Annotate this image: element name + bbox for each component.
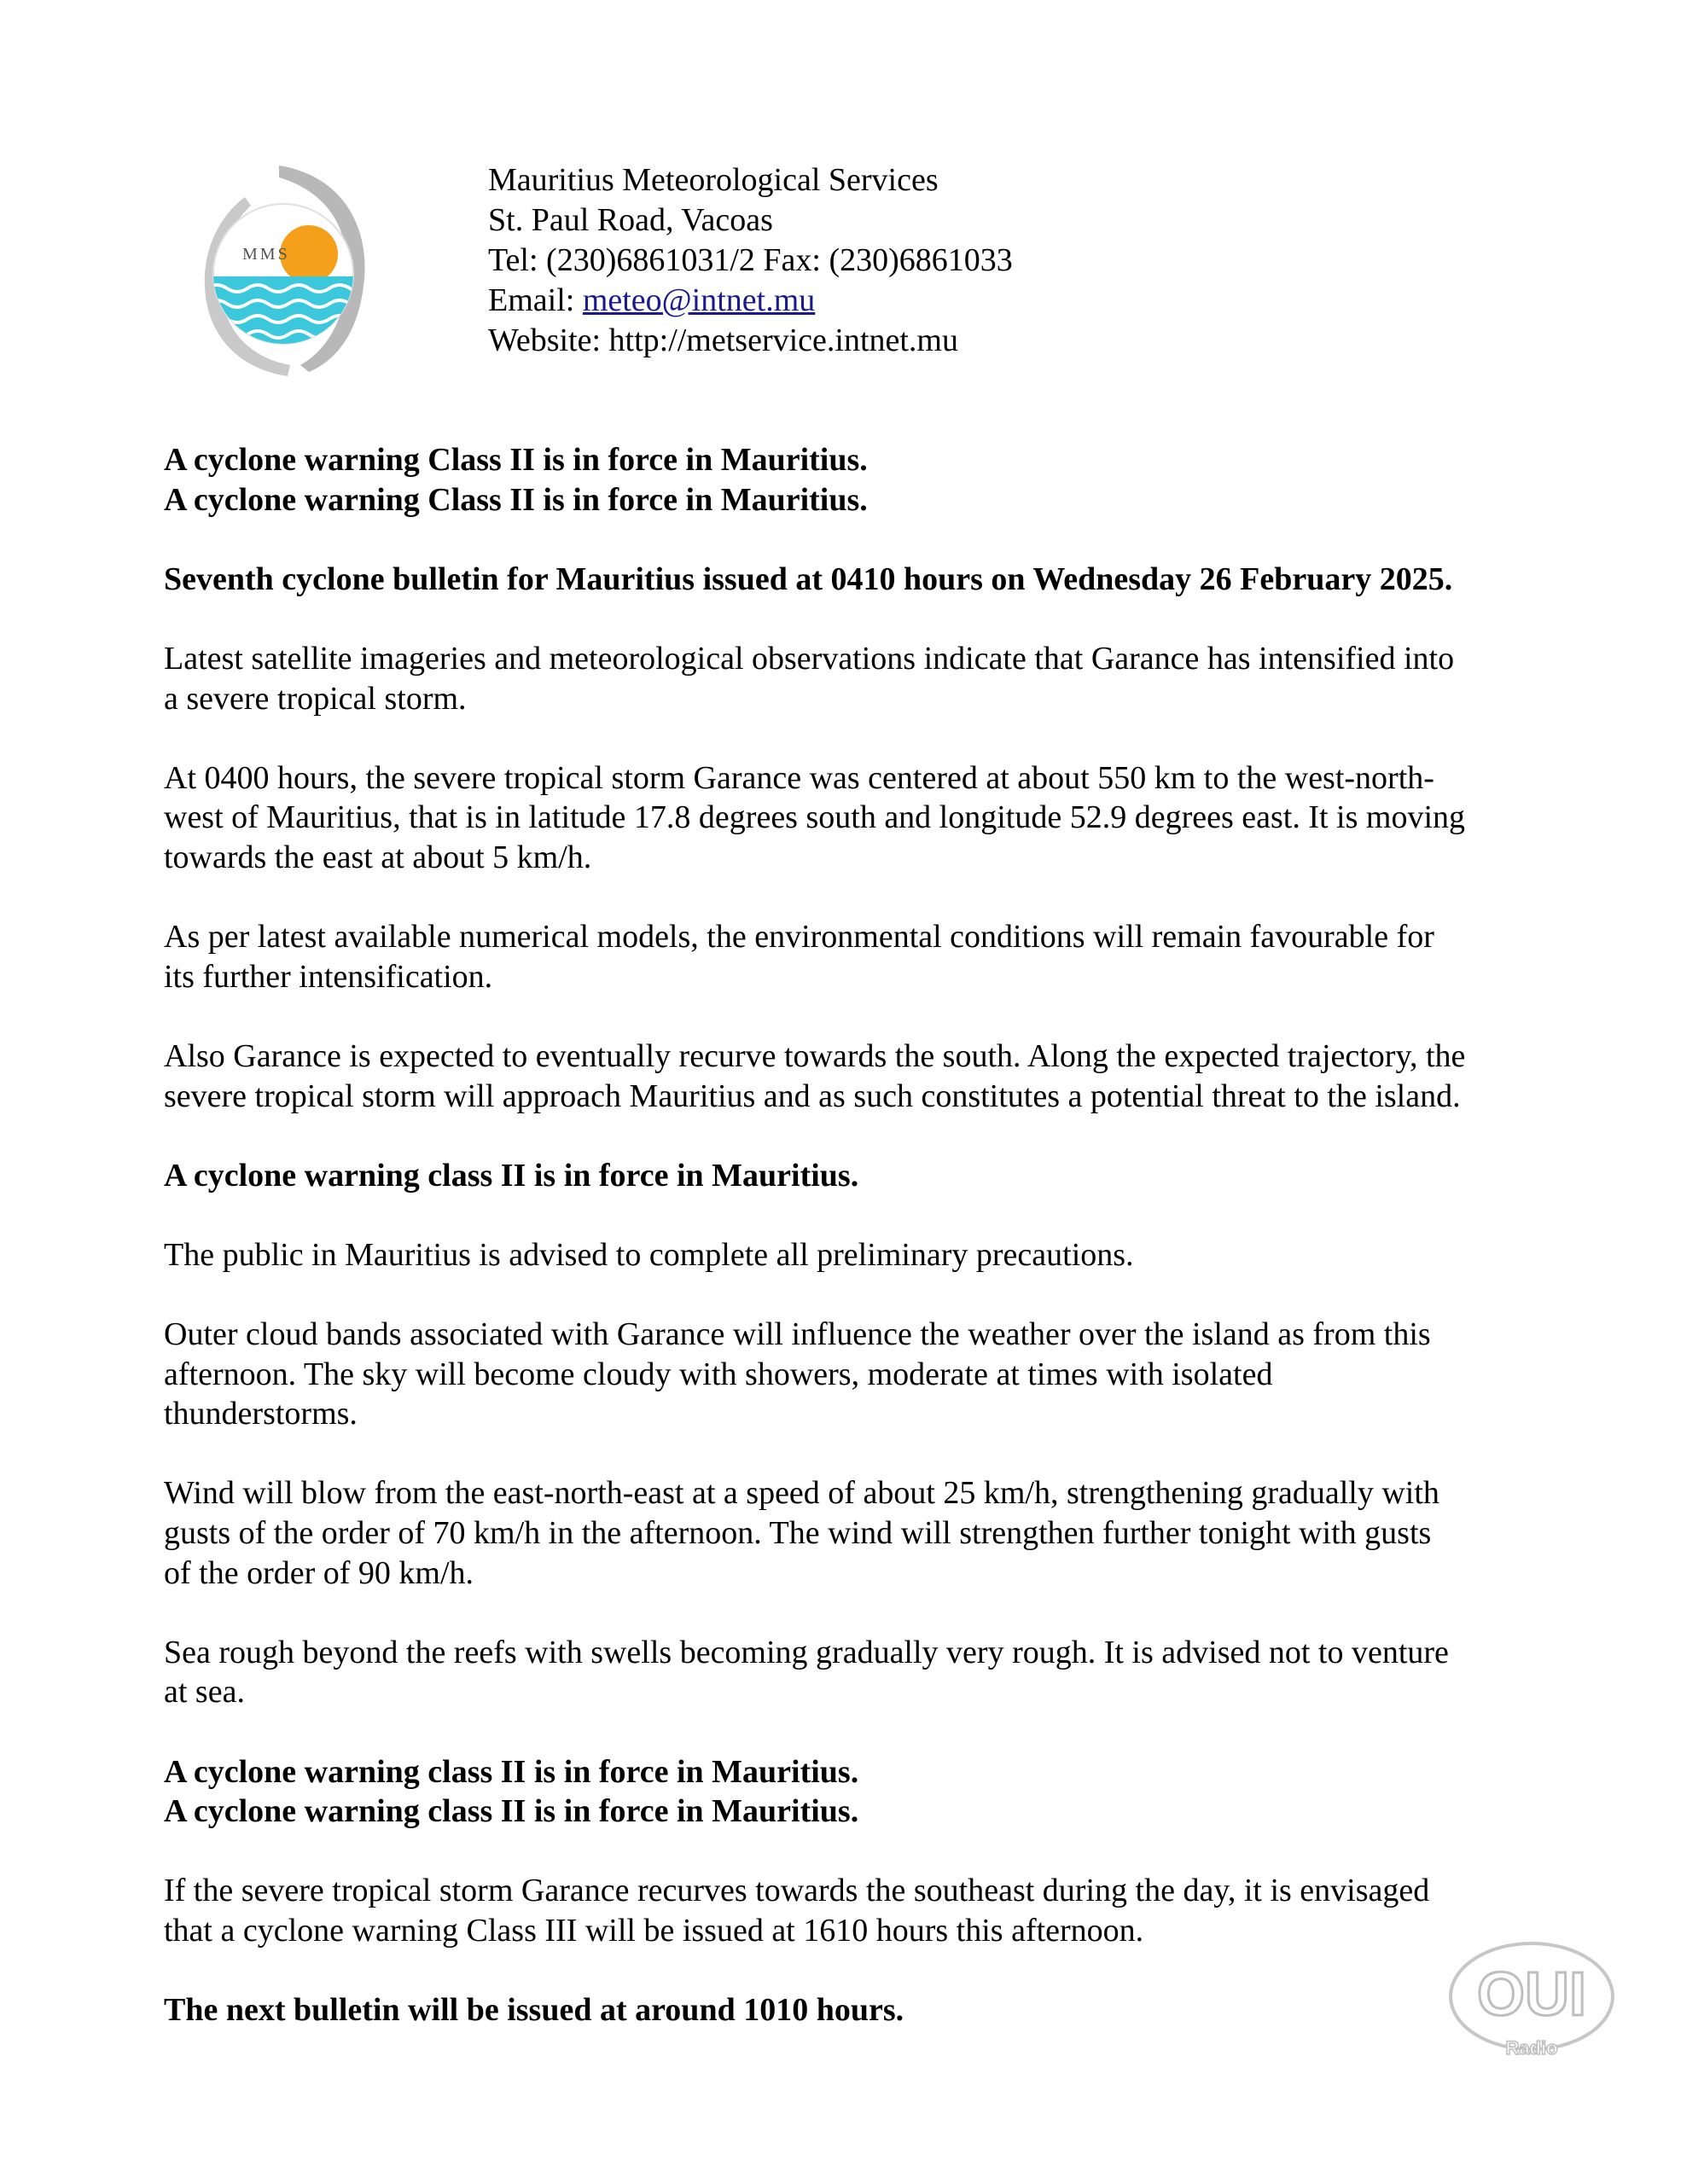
warning-mid: A cyclone warning class II is in force in Mauritius. <box>164 1157 859 1194</box>
paragraph-position <box>164 758 1563 878</box>
organization-name: Mauritius Meteorological Services <box>488 162 939 198</box>
text-line: its further intensification. <box>164 958 493 995</box>
text-line: Wind will blow from the east-north-east at a speed of about 25 km/h, strengthening gradually with <box>164 1475 1439 1512</box>
text-line: As per latest available numerical models, the environmental conditions will remain favourable for <box>164 919 1434 956</box>
watermark-subtext: Radio <box>1505 2037 1558 2059</box>
letterhead-address <box>488 160 1013 361</box>
text-line: Sea rough beyond the reefs with swells becoming gradually very rough. It is advised not to venture <box>164 1634 1449 1670</box>
text-line: If the severe tropical storm Garance recurves towards the southeast during the day, it is envisaged <box>164 1873 1430 1909</box>
paragraph-recurve <box>164 1037 1563 1116</box>
paragraph-models <box>164 917 1563 996</box>
text-line: a severe tropical storm. <box>164 680 467 717</box>
warning-line: A cyclone warning Class II is in force in Mauritius. <box>164 442 868 478</box>
email-label: Email: <box>488 282 583 318</box>
text-line: severe tropical storm will approach Mauritius and as such constitutes a potential threat to the island. <box>164 1077 1461 1114</box>
mms-logo <box>198 159 377 380</box>
paragraph-clouds <box>164 1315 1563 1434</box>
bulletin-title: Seventh cyclone bulletin for Mauritius issued at 0410 hours on Wednesday 26 February 2025. <box>164 561 1453 597</box>
paragraph-class3 <box>164 1871 1563 1950</box>
logo-text: MMS <box>242 245 290 264</box>
text-line: west of Mauritius, that is in latitude 17.8 degrees south and longitude 52.9 degrees east. It is moving <box>164 799 1466 836</box>
text-line: at sea. <box>164 1674 245 1711</box>
text-line: thunderstorms. <box>164 1396 358 1432</box>
phone-fax: Tel: (230)6861031/2 Fax: (230)6861033 <box>488 242 1013 278</box>
paragraph-sea <box>164 1633 1563 1712</box>
text-line: towards the east at about 5 km/h. <box>164 839 592 875</box>
text-line: Also Garance is expected to eventually recurve towards the south. Along the expected trajectory, the <box>164 1037 1466 1074</box>
text-line: afternoon. The sky will become cloudy with showers, moderate at times with isolated <box>164 1356 1273 1392</box>
warning-line: A cyclone warning class II is in force in Mauritius. <box>164 1793 859 1830</box>
paragraph-satellite <box>164 639 1563 718</box>
paragraph-public: The public in Mauritius is advised to complete all preliminary precautions. <box>164 1236 1134 1273</box>
text-line: Latest satellite imageries and meteorological observations indicate that Garance has intensified into <box>164 640 1455 677</box>
warning-bottom <box>164 1752 1563 1832</box>
street-address: St. Paul Road, Vacoas <box>488 202 773 238</box>
warning-line: A cyclone warning Class II is in force in Mauritius. <box>164 481 868 518</box>
website-line: Website: http://metservice.intnet.mu <box>488 322 958 358</box>
next-bulletin-notice: The next bulletin will be issued at around 1010 hours. <box>164 1992 904 2029</box>
oui-radio-watermark <box>1442 1937 1621 2065</box>
text-line: gusts of the order of 70 km/h in the afternoon. The wind will strengthen further tonight with gusts <box>164 1515 1432 1552</box>
text-line: At 0400 hours, the severe tropical storm Garance was centered at about 550 km to the west-north- <box>164 759 1434 796</box>
text-line: Outer cloud bands associated with Garance will influence the weather over the island as from this <box>164 1316 1431 1353</box>
paragraph-wind <box>164 1473 1563 1593</box>
email-line <box>488 281 1013 321</box>
text-line: that a cyclone warning Class III will be issued at 1610 hours this afternoon. <box>164 1912 1144 1949</box>
warning-line: A cyclone warning class II is in force in Mauritius. <box>164 1753 859 1790</box>
email-link[interactable]: meteo@intnet.mu <box>582 282 816 318</box>
bulletin-body <box>164 440 1563 2070</box>
warning-top <box>164 440 1563 520</box>
watermark-text: OUI <box>1476 1960 1587 2029</box>
text-line: of the order of 90 km/h. <box>164 1554 474 1591</box>
